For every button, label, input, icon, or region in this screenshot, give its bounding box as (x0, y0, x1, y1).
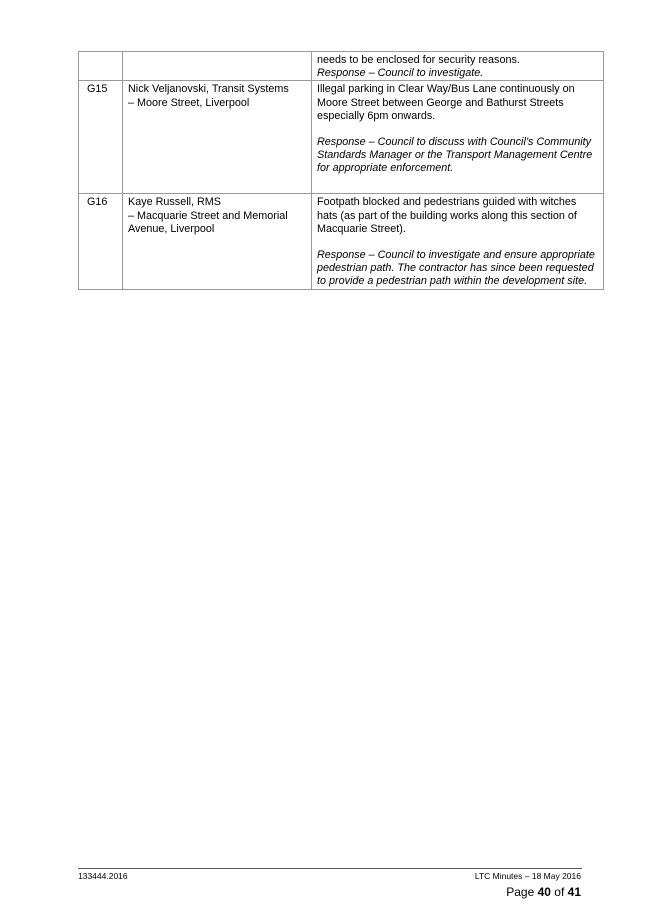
issue-cell (312, 52, 604, 81)
response-text: Response – Council to discuss with Council’s Community Standards Manager or the Transport Management Centre for appropriate enforcement. (317, 136, 593, 175)
table-row (79, 52, 604, 81)
page-number (506, 885, 581, 899)
table-row (79, 81, 604, 194)
response-text: Response – Council to investigate and ensure appropriate pedestrian path. The contractor has since been requested to provide a pedestrian path within the development site. (317, 249, 595, 288)
table-row (79, 194, 604, 289)
issue-text: Illegal parking in Clear Way/Bus Lane continuously on Moore Street between George and Bathurst Streets especially 6pm onwards. (317, 83, 575, 122)
issue-text: Footpath blocked and pedestrians guided with witches hats (as part of the building works along this section of Macquarie Street). (317, 196, 577, 235)
raised-by-cell (123, 81, 312, 194)
raised-by-cell (123, 52, 312, 81)
raised-by-cell (123, 194, 312, 289)
item-id-cell (79, 52, 123, 81)
page-of: of (550, 885, 568, 899)
raised-by-line: Nick Veljanovski, Transit Systems (128, 83, 289, 96)
page-total: 41 (567, 885, 581, 899)
minutes-table (78, 51, 604, 290)
raised-by-line: Avenue, Liverpool (128, 222, 215, 235)
footer-divider (78, 868, 582, 869)
page-current: 40 (537, 885, 551, 899)
issue-cell (312, 194, 604, 289)
page-prefix: Page (506, 885, 538, 899)
raised-by-line: – Moore Street, Liverpool (128, 96, 250, 109)
footer-doc-ref: 133444.2016 (78, 871, 128, 881)
raised-by-line: – Macquarie Street and Memorial (128, 209, 288, 222)
item-id-cell: G15 (79, 81, 123, 194)
item-id-cell: G16 (79, 194, 123, 289)
footer-doc-title: LTC Minutes – 18 May 2016 (474, 871, 581, 881)
issue-text: needs to be enclosed for security reasons. (317, 54, 520, 66)
issue-cell (312, 81, 604, 194)
raised-by-line: Kaye Russell, RMS (128, 196, 222, 209)
response-text: Response – Council to investigate. (317, 67, 484, 80)
